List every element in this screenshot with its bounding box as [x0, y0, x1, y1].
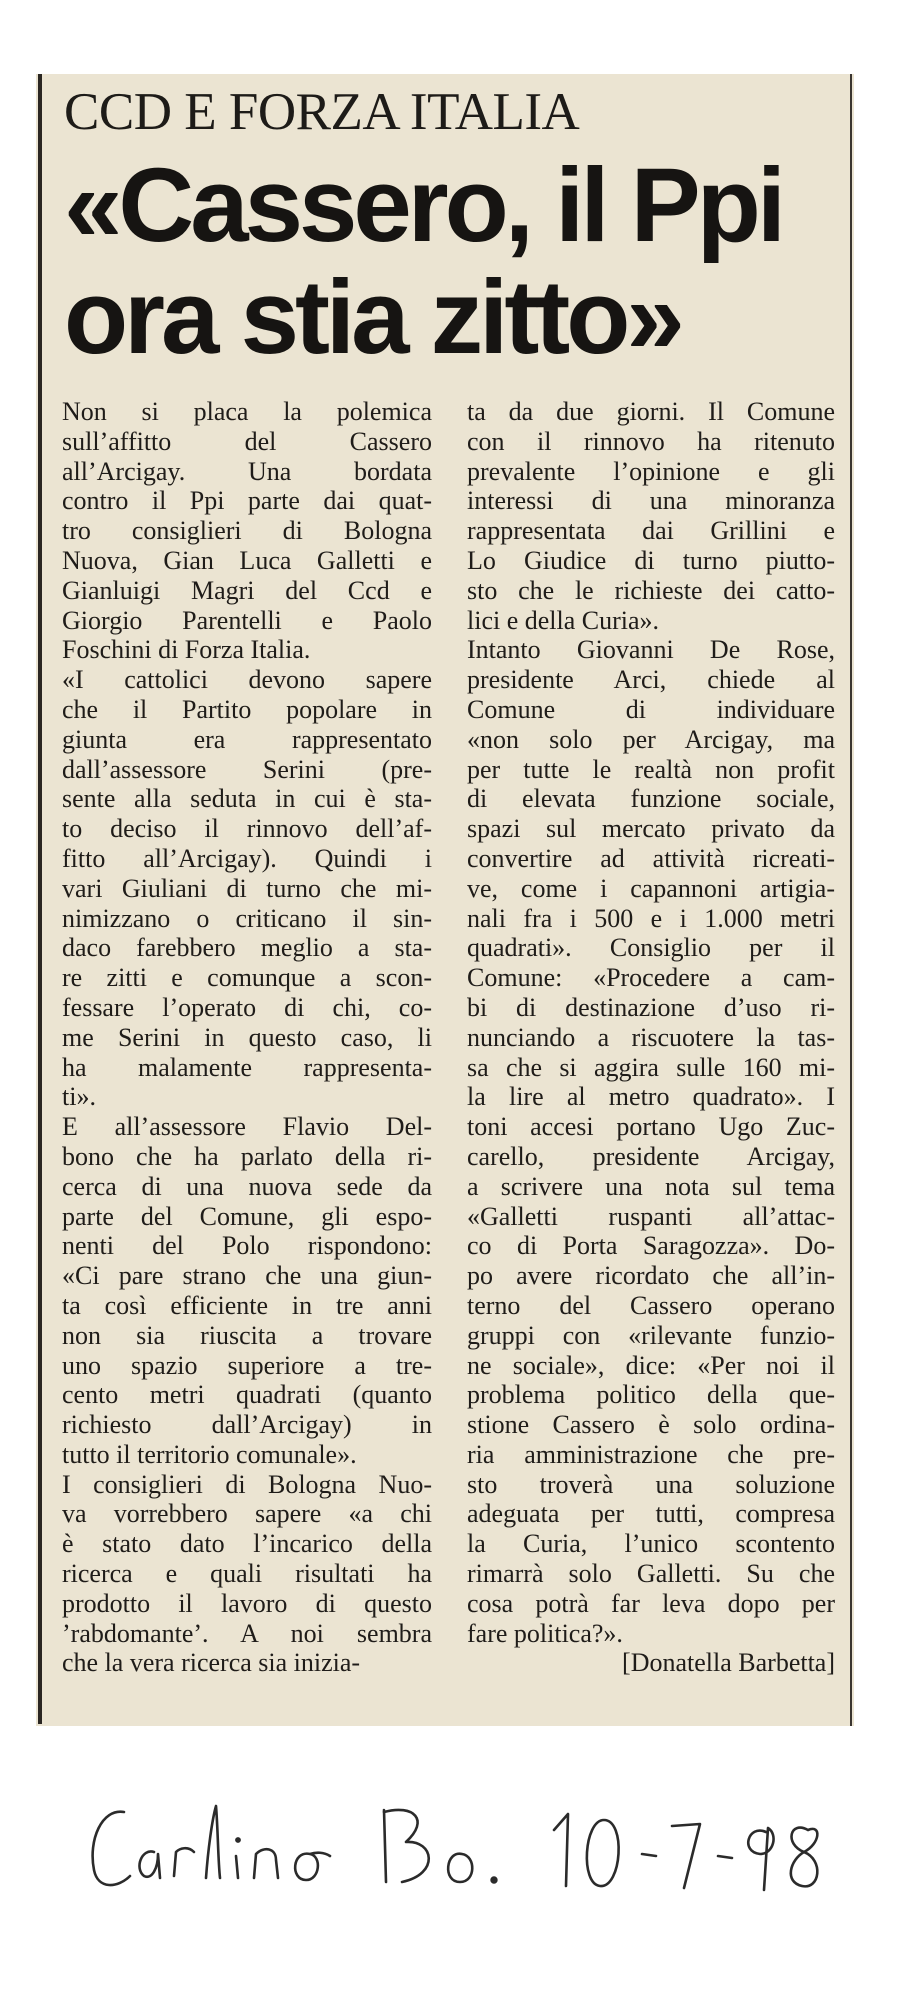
- article-text-line: carello, presidente Arcigay,: [467, 1141, 835, 1171]
- article-text-line: «Ci pare strano che una giun-: [62, 1261, 432, 1291]
- article-text-line: ’rabdomante’. A noi sembra: [62, 1618, 432, 1648]
- article-text-line: problema politico della que-: [467, 1380, 835, 1410]
- article-text-line: tutto il territorio comunale».: [62, 1439, 357, 1469]
- article-text-line: ta così efficiente in tre anni: [62, 1290, 432, 1320]
- article-text-line: prodotto il lavoro di questo: [62, 1588, 432, 1618]
- article-text-line: Foschini di Forza Italia.: [62, 635, 311, 665]
- article-text-line: a scrivere una nota sul tema: [467, 1171, 835, 1201]
- article-text-line: bi di destinazione d’uso ri-: [467, 992, 835, 1022]
- article-text-line: prevalente l’opinione e gli: [467, 456, 835, 486]
- article-text-line: ti».: [62, 1082, 96, 1112]
- article-text-line: cerca di una nuova sede da: [62, 1171, 432, 1201]
- article-text-line: richiesto dall’Arcigay) in: [62, 1410, 432, 1440]
- article-text-line: to deciso il rinnovo dell’af-: [62, 814, 432, 844]
- article-text-line: convertire ad attività ricreati-: [467, 843, 835, 873]
- article-text-line: ta da due giorni. Il Comune: [467, 397, 835, 426]
- article-text-line: all’Arcigay. Una bordata: [62, 456, 432, 486]
- article-text-line: quadrati». Consiglio per il: [467, 933, 835, 963]
- article-text-line: E all’assessore Flavio Del-: [62, 1112, 432, 1142]
- article-text-line: con il rinnovo ha ritenuto: [467, 426, 835, 456]
- article-text-line: Comune di individuare: [467, 694, 835, 724]
- article-text-line: rappresentata dai Grillini e: [467, 516, 835, 546]
- article-text-line: bono che ha parlato della ri-: [62, 1141, 432, 1171]
- article-text-line: sull’affitto del Cassero: [62, 426, 432, 456]
- article-text-line: spazi sul mercato privato da: [467, 814, 835, 844]
- handwritten-signature-icon: [84, 1790, 884, 1900]
- article-text-line: fessare l’operato di chi, co-: [62, 992, 432, 1022]
- article-text-line: ve, come i capannoni artigia-: [467, 873, 835, 903]
- article-text-line: adeguata per tutti, compresa: [467, 1499, 835, 1529]
- article-text-line: fitto all’Arcigay). Quindi i: [62, 843, 432, 873]
- article-text-line: giunta era rappresentato: [62, 724, 432, 754]
- article-text-line: presidente Arci, chiede al: [467, 665, 835, 695]
- article-text-line: va vorrebbero sapere «a chi: [62, 1499, 432, 1529]
- article-text-line: Non si placa la polemica: [62, 397, 432, 426]
- article-kicker: CCD E FORZA ITALIA: [64, 83, 580, 141]
- article-text-line: nimizzano o criticano il sin-: [62, 903, 432, 933]
- article-text-line: è stato dato l’incarico della: [62, 1529, 432, 1559]
- article-text-line: non sia riuscita a trovare: [62, 1320, 432, 1350]
- article-text-line: ria amministrazione che pre-: [467, 1439, 835, 1469]
- article-text-line: re zitti e comunque a scon-: [62, 963, 432, 993]
- article-text-line: dall’assessore Serini (pre-: [62, 754, 432, 784]
- handwritten-source-annotation: [84, 1790, 884, 1900]
- article-text-line: vari Giuliani di turno che mi-: [62, 873, 432, 903]
- article-text-line: lici e della Curia».: [467, 605, 660, 635]
- headline-line: «Cassero, il Ppi: [64, 147, 783, 264]
- article-byline: [Donatella Barbetta]: [622, 1648, 835, 1678]
- article-text-line: stione Cassero è solo ordina-: [467, 1410, 835, 1440]
- article-headline: [64, 147, 854, 376]
- article-body-right-column: [467, 397, 835, 1678]
- article-text-line: «Galletti ruspanti all’attac-: [467, 1201, 835, 1231]
- article-text-line: sa che si aggira sulle 160 mi-: [467, 1052, 835, 1082]
- headline-line: ora stia zitto»: [64, 259, 681, 376]
- article-text-line: toni accesi portano Ugo Zuc-: [467, 1112, 835, 1142]
- article-text-line: di elevata funzione sociale,: [467, 784, 835, 814]
- article-text-line: nenti del Polo rispondono:: [62, 1231, 432, 1261]
- article-text-line: co di Porta Saragozza». Do-: [467, 1231, 835, 1261]
- article-text-line: Gianluigi Magri del Ccd e: [62, 575, 432, 605]
- article-text-line: ha malamente rappresenta-: [62, 1052, 432, 1082]
- article-text-line: fare politica?».: [467, 1618, 623, 1648]
- article-text-line: che il Partito popolare in: [62, 694, 432, 724]
- article-text-line: rimarrà solo Galletti. Su che: [467, 1559, 835, 1589]
- article-text-line: «I cattolici devono sapere: [62, 665, 432, 695]
- left-column-rule: [38, 74, 42, 1724]
- article-text-line: per tutte le realtà non profit: [467, 754, 835, 784]
- article-text-line: la Curia, l’unico scontento: [467, 1529, 835, 1559]
- article-text-line: sto troverà una soluzione: [467, 1469, 835, 1499]
- article-text-line: cento metri quadrati (quanto: [62, 1380, 432, 1410]
- article-text-line: che la vera ricerca sia inizia-: [62, 1648, 361, 1678]
- article-text-line: me Serini in questo caso, li: [62, 1022, 432, 1052]
- article-text-line: daco farebbero meglio a sta-: [62, 933, 432, 963]
- article-text-line: la lire al metro quadrato». I: [467, 1082, 835, 1112]
- article-text-line: tro consiglieri di Bologna: [62, 516, 432, 546]
- article-text-line: terno del Cassero operano: [467, 1290, 835, 1320]
- article-text-line: gruppi con «rilevante funzio-: [467, 1320, 835, 1350]
- article-text-line: sente alla seduta in cui è sta-: [62, 784, 432, 814]
- article-text-line: Giorgio Parentelli e Paolo: [62, 605, 432, 635]
- article-text-line: «non solo per Arcigay, ma: [467, 724, 835, 754]
- article-text-line: po avere ricordato che all’in-: [467, 1261, 835, 1291]
- article-text-line: interessi di una minoranza: [467, 486, 835, 516]
- article-text-line: nali fra i 500 e i 1.000 metri: [467, 903, 835, 933]
- article-text-line: ricerca e quali risultati ha: [62, 1559, 432, 1589]
- article-text-line: parte del Comune, gli espo-: [62, 1201, 432, 1231]
- article-text-line: ne sociale», dice: «Per noi il: [467, 1350, 835, 1380]
- article-text-line: contro il Ppi parte dai quat-: [62, 486, 432, 516]
- article-text-line: Nuova, Gian Luca Galletti e: [62, 545, 432, 575]
- article-text-line: uno spazio superiore a tre-: [62, 1350, 432, 1380]
- article-text-line: sto che le richieste dei catto-: [467, 575, 835, 605]
- article-body-left-column: [62, 397, 432, 1678]
- article-text-line: cosa potrà far leva dopo per: [467, 1588, 835, 1618]
- article-text-line: Intanto Giovanni De Rose,: [467, 635, 835, 665]
- article-text-line: I consiglieri di Bologna Nuo-: [62, 1469, 432, 1499]
- article-text-line: Lo Giudice di turno piutto-: [467, 545, 835, 575]
- article-text-line: Comune: «Procedere a cam-: [467, 963, 835, 993]
- article-text-line: nunciando a riscuotere la tas-: [467, 1022, 835, 1052]
